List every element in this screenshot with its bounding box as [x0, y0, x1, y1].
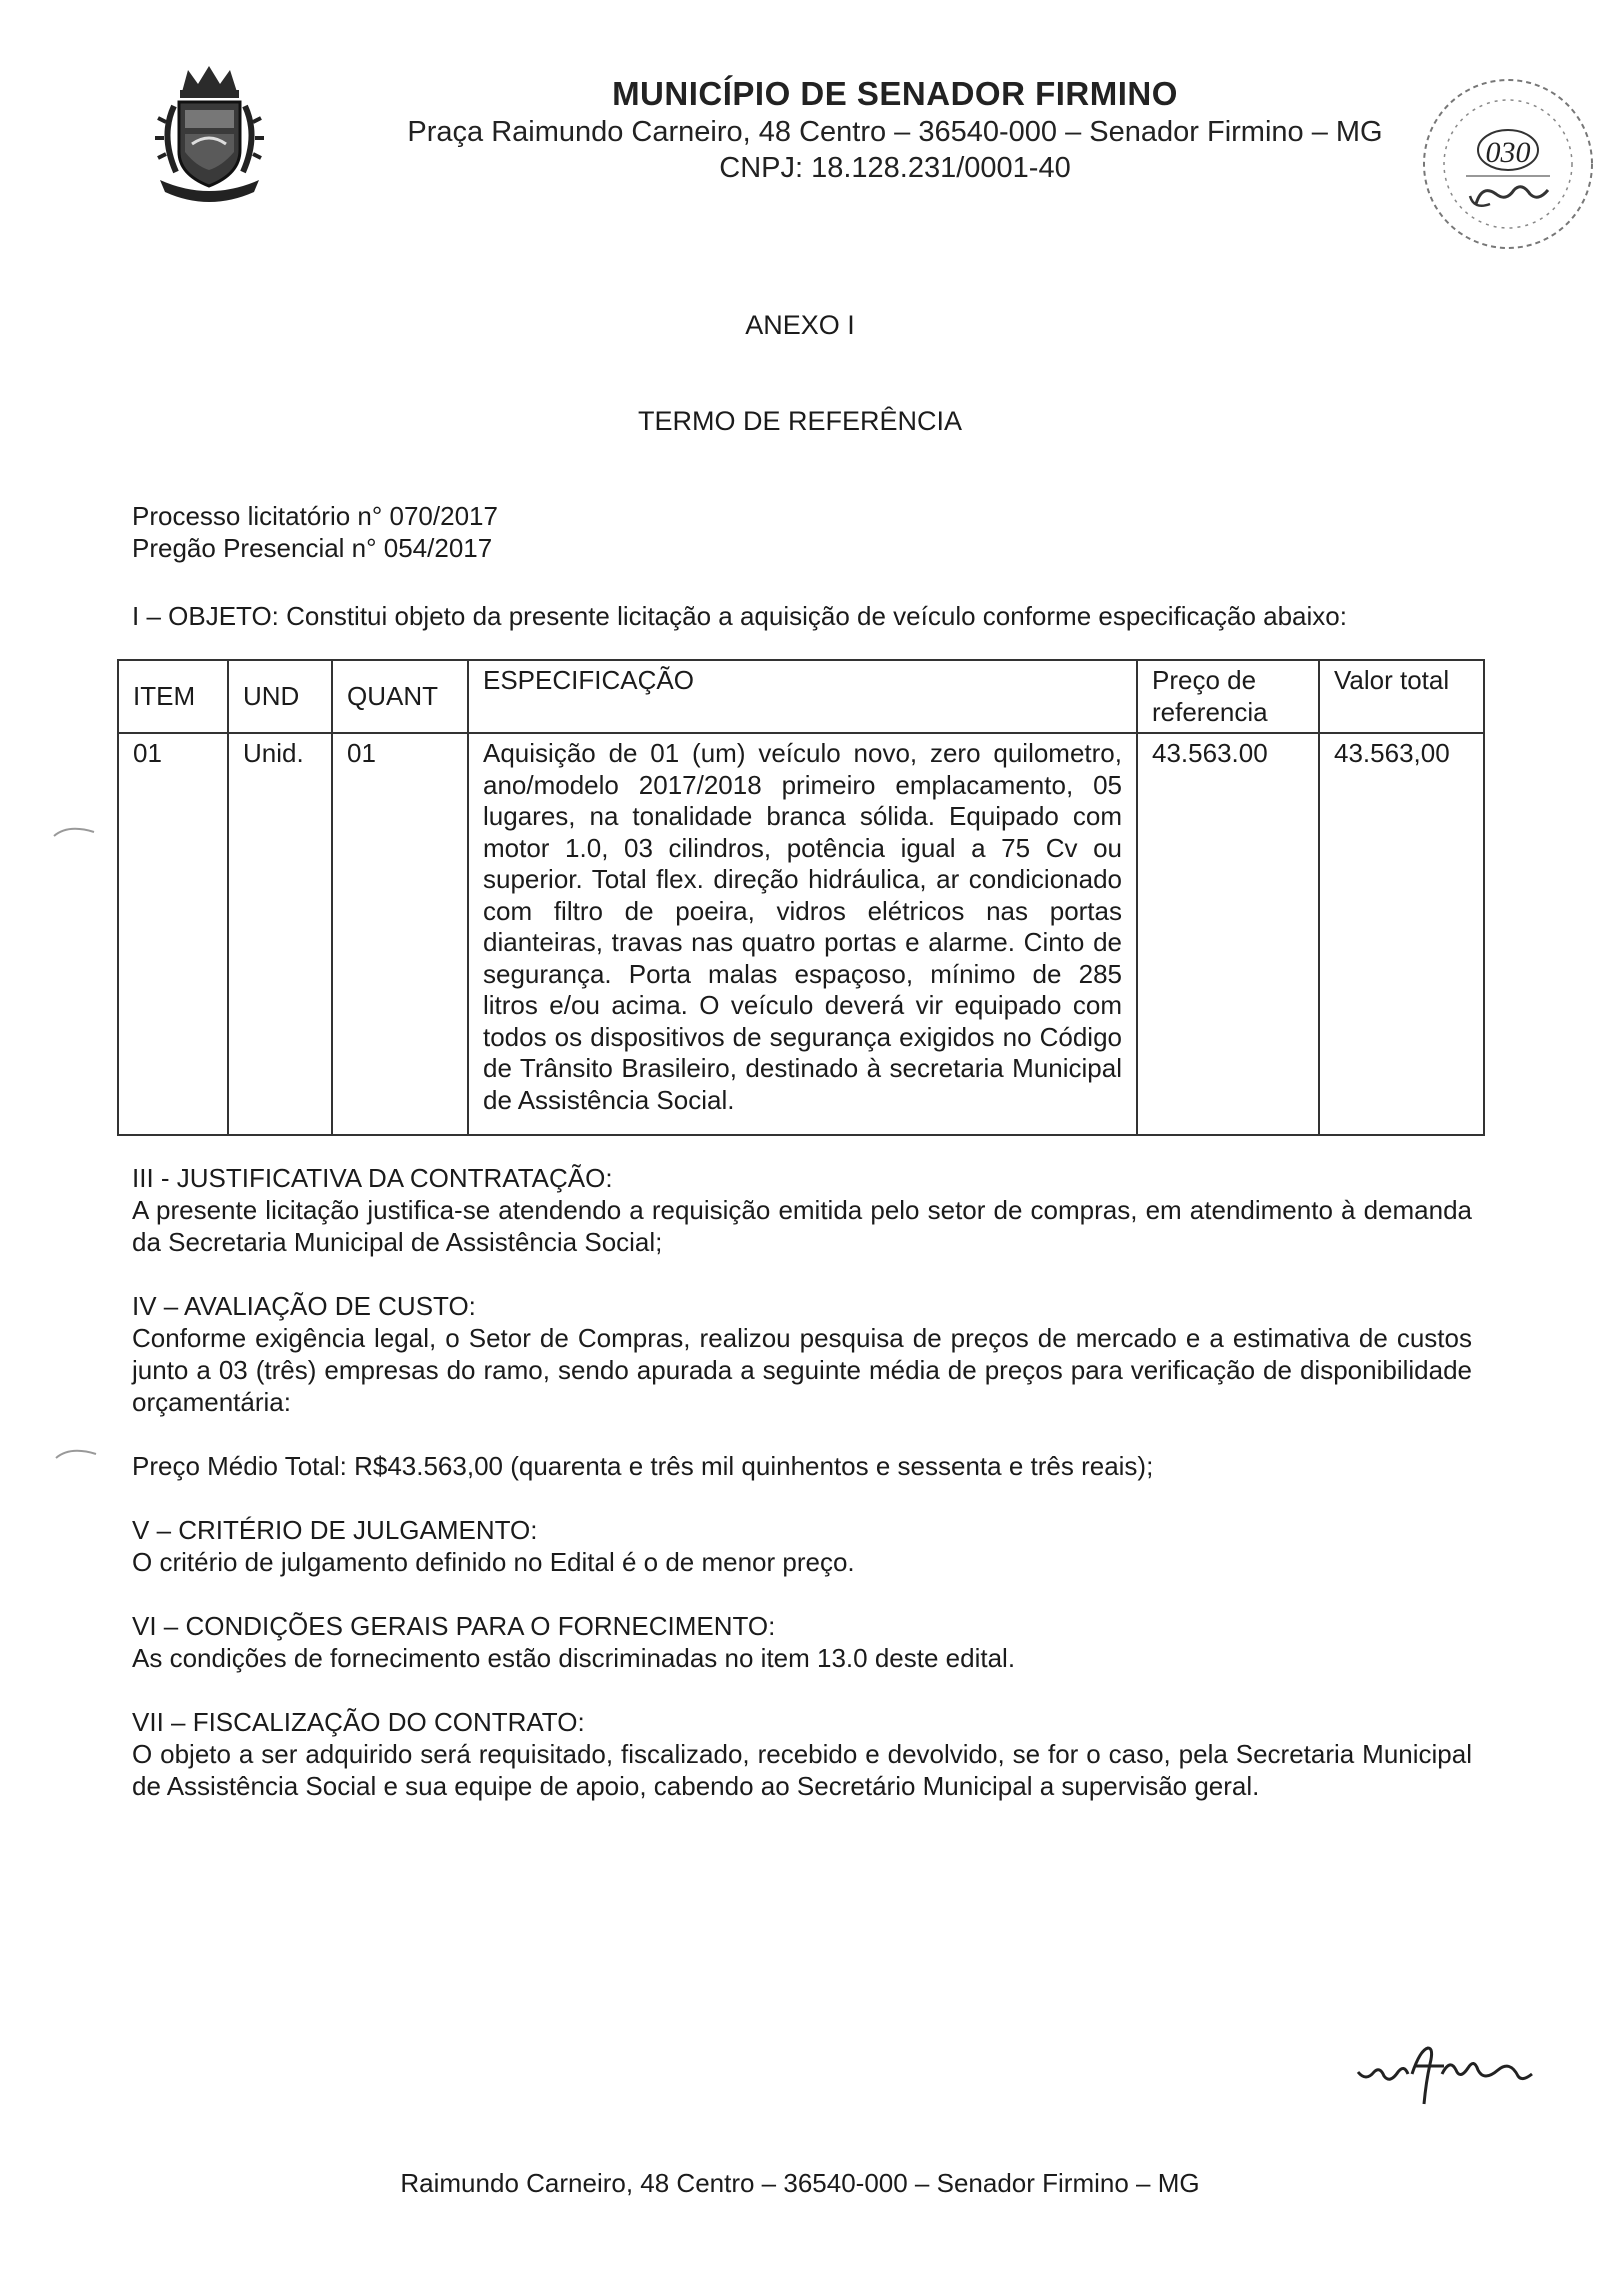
section-body: A presente licitação justifica-se atendendo a requisição emitida pelo setor de compras, em atendimento à demanda da Secretaria Municipal de Assistência Social;: [132, 1195, 1472, 1257]
section-custo: [132, 1290, 1472, 1418]
process-number: Processo licitatório n° 070/2017: [132, 501, 498, 531]
header-price: Preço de referencia: [1137, 660, 1319, 733]
document-title: TERMO DE REFERÊNCIA: [637, 406, 963, 436]
section-heading: IV – AVALIAÇÃO DE CUSTO:: [132, 1291, 476, 1321]
signature-icon: [1350, 2030, 1540, 2110]
section-heading: VII – FISCALIZAÇÃO DO CONTRATO:: [132, 1707, 585, 1737]
section-body: O critério de julgamento definido no Edital é o de menor preço.: [132, 1547, 855, 1577]
coat-of-arms-icon: [152, 62, 267, 202]
municipality-address: Praça Raimundo Carneiro, 48 Centro – 36540-000 – Senador Firmino – MG: [407, 116, 1383, 148]
average-price: Preço Médio Total: R$43.563,00 (quarenta e três mil quinhentos e sessenta e três reais);: [132, 1451, 1154, 1481]
cell-spec: Aquisição de 01 (um) veículo novo, zero quilometro, ano/modelo 2017/2018 primeiro emplacamento, 05 lugares, na tonalidade branca sólida. Equipado com motor 1.0, 03 cilindros, potência igual a 75 Cv ou superior. Total flex. direção hidráulica, ar condicionado com filtro de poeira, vidros elétricos nas portas dianteiras, travas nas quatro portas e alarme. Cinto de segurança. Porta malas espaçoso, mínimo de 285 litros e/ou acima. O veículo deverá vir equipado com todos os dispositivos de segurança exigidos no Código de Trânsito Brasileiro, destinado à secretaria Municipal de Assistência Social.: [468, 733, 1137, 1135]
section-heading: V – CRITÉRIO DE JULGAMENTO:: [132, 1515, 538, 1545]
cell-item: 01: [118, 733, 228, 1135]
specification-table: [117, 659, 1485, 1136]
header-quant: QUANT: [332, 660, 468, 733]
commission-stamp-icon: [1410, 72, 1600, 262]
annex-title: ANEXO I: [745, 310, 855, 340]
section-body: O objeto a ser adquirido será requisitado, fiscalizado, recebido e devolvido, se for o caso, pela Secretaria Municipal de Assistência Social e sua equipe de apoio, cabendo ao Secretário Municipal a supervisão geral.: [132, 1739, 1472, 1801]
municipality-title: MUNICÍPIO DE SENADOR FIRMINO: [612, 75, 1178, 112]
margin-mark-icon: [52, 1442, 102, 1464]
margin-mark-icon: [50, 820, 100, 842]
section-heading: III - JUSTIFICATIVA DA CONTRATAÇÃO:: [132, 1163, 613, 1193]
section-heading: VI – CONDIÇÕES GERAIS PARA O FORNECIMENTO:: [132, 1611, 776, 1641]
section-fiscalizacao: [132, 1706, 1472, 1802]
section-condicoes: [132, 1610, 1472, 1674]
municipality-cnpj: CNPJ: 18.128.231/0001-40: [719, 152, 1071, 184]
header-spec: ESPECIFICAÇÃO: [468, 660, 1137, 733]
stamp-number: 030: [1485, 136, 1531, 169]
header-und: UND: [228, 660, 332, 733]
auction-number: Pregão Presencial n° 054/2017: [132, 533, 493, 563]
section-body: As condições de fornecimento estão discriminadas no item 13.0 deste edital.: [132, 1643, 1016, 1673]
object-statement: I – OBJETO: Constitui objeto da presente licitação a aquisição de veículo conforme especificação abaixo:: [132, 601, 1347, 631]
cell-total: 43.563,00: [1319, 733, 1484, 1135]
section-criterio: [132, 1514, 1472, 1578]
header-total: Valor total: [1319, 660, 1484, 733]
page-footer: Raimundo Carneiro, 48 Centro – 36540-000 – Senador Firmino – MG: [400, 2168, 1200, 2198]
table-header-row: [118, 660, 1484, 733]
table-row: [118, 733, 1484, 1135]
letterhead: [360, 74, 1430, 186]
cell-und: Unid.: [228, 733, 332, 1135]
cell-quant: 01: [332, 733, 468, 1135]
section-body: Conforme exigência legal, o Setor de Compras, realizou pesquisa de preços de mercado e a estimativa de custos junto a 03 (três) empresas do ramo, sendo apurada a seguinte média de preços para verificação de disponibilidade orçamentária:: [132, 1323, 1472, 1417]
section-justificativa: [132, 1162, 1472, 1258]
header-item: ITEM: [118, 660, 228, 733]
cell-price: 43.563.00: [1137, 733, 1319, 1135]
